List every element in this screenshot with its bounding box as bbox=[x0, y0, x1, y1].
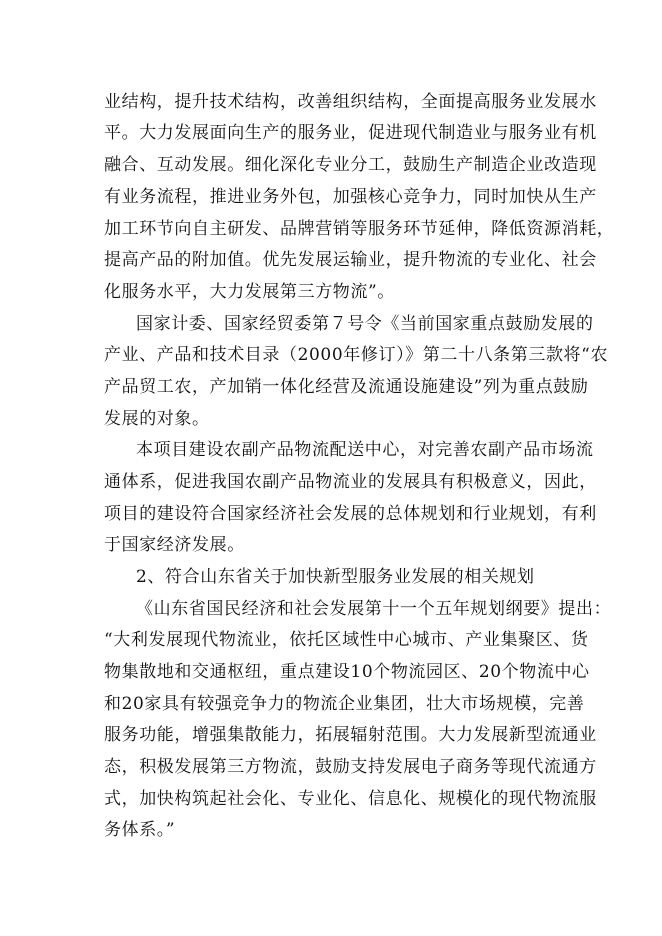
text-line: 项目的建设符合国家经济社会发展的总体规划和行业规划，有利 bbox=[104, 504, 597, 524]
text-line: 加工环节向自主研发、品牌营销等服务环节延伸，降低资源消耗， bbox=[104, 219, 615, 239]
text-line: 务体系。” bbox=[104, 820, 176, 840]
text-line: 化服务水平，大力发展第三方物流”。 bbox=[104, 282, 395, 302]
text-line: 产品贸工农，产加销一体化经营及流通设施建设”列为重点鼓励 bbox=[104, 377, 589, 397]
paragraph-first-line: 国家计委、国家经贸委第７号令《当前国家重点鼓励发展的 bbox=[136, 314, 594, 334]
text-line: 发展的对象。 bbox=[104, 409, 210, 429]
text-line: 融合、互动发展。细化深化专业分工，鼓励生产制造企业改造现 bbox=[104, 155, 597, 175]
text-line: 于国家经济发展。 bbox=[104, 535, 245, 555]
text-line: “大利发展现代物流业，依托区域性中心城市、产业集聚区、货 bbox=[104, 630, 589, 650]
text-line: 提高产品的附加值。优先发展运输业，提升物流的专业化、社会 bbox=[104, 250, 597, 270]
text-line: 平。大力发展面向生产的服务业，促进现代制造业与服务业有机 bbox=[104, 123, 597, 143]
text-line: 业结构，提升技术结构，改善组织结构，全面提高服务业发展水 bbox=[104, 92, 597, 112]
text-line: 有业务流程，推进业务外包，加强核心竞争力，同时加快从生产 bbox=[104, 187, 597, 207]
text-line: 产业、产品和技术目录（2000年修订）》第二十八条第三款将“农 bbox=[104, 345, 609, 365]
text-line: 式，加快构筑起社会化、专业化、信息化、规模化的现代物流服 bbox=[104, 789, 597, 809]
section-heading: 2、符合山东省关于加快新型服务业发展的相关规划 bbox=[136, 567, 535, 587]
text-line: 服务功能，增强集散能力，拓展辐射范围。大力发展新型流通业 bbox=[104, 725, 597, 745]
paragraph-first-line: 本项目建设农副产品物流配送中心，对完善农副产品市场流 bbox=[136, 440, 594, 460]
text-line: 物集散地和交通枢纽，重点建设10个物流园区、20个物流中心 bbox=[104, 662, 590, 682]
text-line: 和20家具有较强竞争力的物流企业集团，壮大市场规模，完善 bbox=[104, 694, 585, 714]
paragraph-first-line: 《山东省国民经济和社会发展第十一个五年规划纲要》提出： bbox=[136, 599, 612, 619]
text-line: 通体系，促进我国农副产品物流业的发展具有积极意义，因此， bbox=[104, 472, 597, 492]
text-line: 态，积极发展第三方物流，鼓励支持发展电子商务等现代流通方 bbox=[104, 757, 597, 777]
